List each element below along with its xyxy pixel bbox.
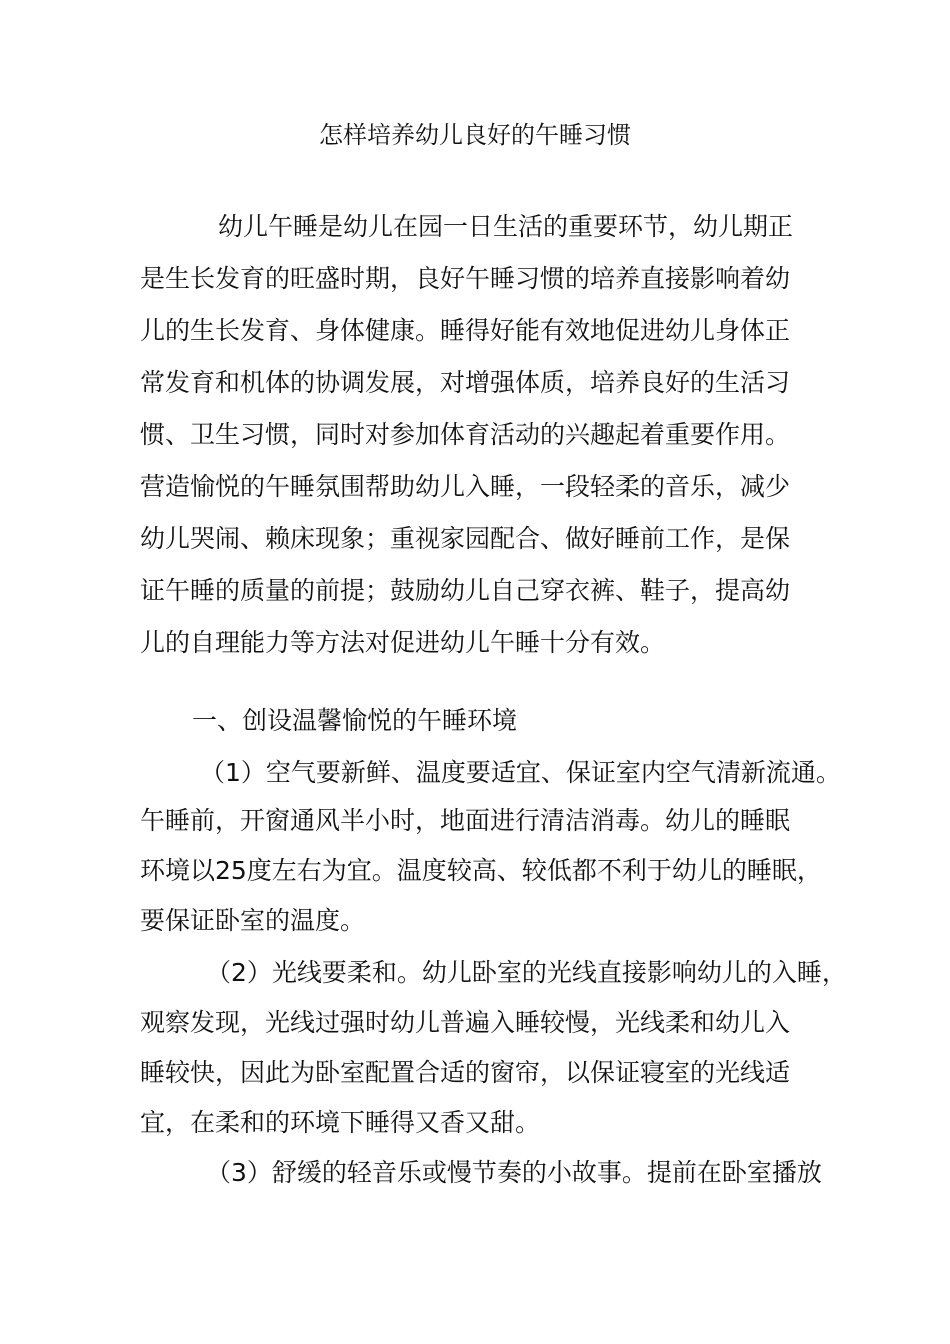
intro-line: 幼儿午睡是幼儿在园一日生活的重要环节，幼儿期正: [218, 212, 794, 241]
intro-line: 证午睡的质量的前提；鼓励幼儿自己穿衣裤、鞋子，提高幼: [140, 576, 791, 605]
paragraph-line: 环境以25度左右为宜。温度较高、较低都不利于幼儿的睡眠，: [140, 856, 822, 885]
intro-line: 营造愉悦的午睡氛围帮助幼儿入睡，一段轻柔的音乐，减少: [140, 472, 791, 501]
intro-line: 是生长发育的旺盛时期，良好午睡习惯的培养直接影响着幼: [140, 264, 791, 293]
document-title: 怎样培养幼儿良好的午睡习惯: [319, 121, 631, 149]
paragraph-line: 宜，在柔和的环境下睡得又香又甜。: [140, 1108, 541, 1137]
paragraph-line: 午睡前，开窗通风半小时，地面进行清洁消毒。幼儿的睡眠: [140, 806, 791, 835]
section-heading: 一、创设温馨愉悦的午睡环境: [192, 706, 518, 735]
intro-line: 常发育和机体的协调发展，对增强体质，培养良好的生活习: [140, 368, 791, 397]
intro-line: 儿的自理能力等方法对促进幼儿午睡十分有效。: [140, 628, 666, 657]
paragraph-line: （3）舒缓的轻音乐或慢节奏的小故事。提前在卧室播放: [206, 1158, 822, 1187]
paragraph-line: 要保证卧室的温度。: [140, 906, 366, 935]
paragraph-line: （2）光线要柔和。幼儿卧室的光线直接影响幼儿的入睡，: [206, 958, 847, 987]
paragraph-line: （1）空气要新鲜、温度要适宜、保证室内空气清新流通。: [200, 758, 841, 787]
intro-line: 惯、卫生习惯，同时对参加体育活动的兴趣起着重要作用。: [140, 420, 791, 449]
paragraph-line: 观察发现，光线过强时幼儿普遍入睡较慢，光线柔和幼儿入: [140, 1008, 791, 1037]
intro-line: 儿的生长发育、身体健康。睡得好能有效地促进幼儿身体正: [140, 316, 791, 345]
paragraph-line: 睡较快，因此为卧室配置合适的窗帘，以保证寝室的光线适: [140, 1058, 791, 1087]
intro-line: 幼儿哭闹、赖床现象；重视家园配合、做好睡前工作，是保: [140, 524, 791, 553]
